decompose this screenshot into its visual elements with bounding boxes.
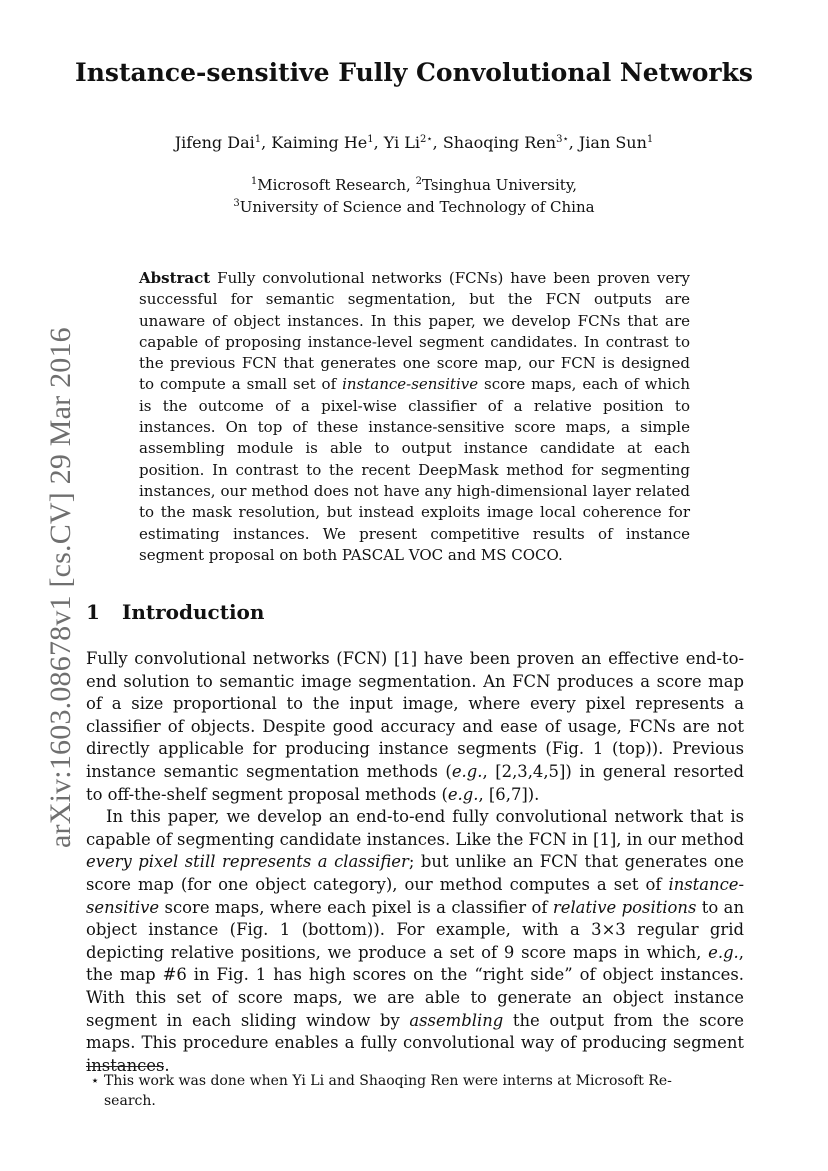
paragraph-emphasis: assembling: [409, 1010, 504, 1030]
author-affiliation-mark: 1: [254, 134, 262, 145]
paragraph-text: the output from the score maps. This procedure enables a fully convolutional way of producing segment instances.: [86, 1010, 744, 1075]
paragraph-emphasis: e.g.: [708, 942, 739, 962]
paragraph-1: [86, 648, 744, 806]
paragraph-text: ; but unlike an FCN that generates one score map (for one object category), our method computes a set of: [86, 852, 744, 894]
section-number: 1: [86, 600, 100, 624]
footnote-mark: ⋆: [90, 1073, 100, 1089]
paragraph-emphasis: instance-sensitive: [86, 874, 744, 917]
author-name: Shaoqing Ren: [442, 133, 557, 152]
paragraph-text: , [6,7]).: [478, 784, 540, 804]
abstract: [139, 268, 690, 566]
section-title: Introduction: [122, 600, 265, 624]
abstract-text: score maps, each of which is the outcome of a pixel-wise classifier of a relative position to instances. On top of these instance-sensitive score maps, a simple assembling module is able to output instance candidate at each position. In contrast to the recent DeepMask method for segmenting instances, our method does not have any high-dimensional layer related to the mask resolution, but instead exploits image local coherence for estimating instances. We present competitive results of instance segment proposal on both PASCAL VOC and MS COCO.: [139, 375, 691, 564]
footnote: [86, 1071, 742, 1111]
paragraph-text: In this paper, we develop an end-to-end fully convolutional network that is capable of segmenting candidate instances. Like the FCN in [1], in our method: [86, 807, 744, 849]
author-affiliation-mark: 1: [367, 134, 374, 145]
affiliation-name: Tsinghua University,: [421, 176, 578, 194]
author-affiliation-mark: 3⋆: [556, 134, 569, 145]
paragraph-text: score maps, where each pixel is a classifier of: [159, 897, 553, 917]
footnote-line-2: search.: [104, 1093, 156, 1109]
abstract-emphasis: instance-sensitive: [342, 375, 479, 394]
affiliation-name: Microsoft Research,: [257, 176, 416, 194]
affiliations: [0, 174, 828, 218]
footnote-rule: [86, 1066, 164, 1067]
affiliation-line-1: [0, 174, 828, 196]
affiliation-name: University of Science and Technology of China: [239, 198, 595, 216]
footnote-text: This work was done when Yi Li and Shaoqing Ren were interns at Microsoft Re-: [104, 1073, 672, 1089]
paragraph-emphasis: e.g.: [451, 761, 483, 781]
affiliation-mark: 2: [415, 176, 422, 187]
paragraph-text: to an object instance (Fig. 1 (bottom)). For example, with a 3×3 regular grid depicting relative positions, we produce a set of 9 score maps in which,: [86, 897, 745, 962]
author-name: Kaiming He: [271, 133, 368, 152]
paragraph-emphasis: every pixel still represents a classifier: [86, 852, 409, 872]
section-body: [86, 648, 744, 1077]
footnote-line-1: [86, 1071, 742, 1091]
paragraph-text: Fully convolutional networks (FCN) [1] have been proven an effective end-to-end solution to semantic image segmentation. An FCN produces a score map of a size proportional to the input image, where every pixel represents a classifier of objects. Despite good accuracy and ease of usage, FCNs are not directly applicable for producing instance segments (Fig. 1 (top)). Previous instance semantic segmentation methods (: [86, 649, 744, 781]
author-name: Jifeng Dai: [174, 133, 255, 152]
paragraph-emphasis: relative positions: [552, 897, 697, 917]
paragraph-2: [86, 806, 744, 1077]
arxiv-identifier-stamp: arXiv:1603.08678v1 [cs.CV] 29 Mar 2016: [44, 327, 77, 848]
author-affiliation-mark: 2⋆: [420, 134, 433, 145]
paragraph-text: , [2,3,4,5]) in general resorted to off-the-shelf segment proposal methods (: [86, 761, 745, 804]
paragraph-text: , the map #6 in Fig. 1 has high scores on the “right side” of object instances. With this set of score maps, we are able to generate an object instance segment in each sliding window by: [86, 942, 744, 1030]
author-list: Jifeng Dai$^1$, Kaiming He$^1$, Yi $Li^{2⋆}$, Shaoqing Ren$^{3⋆}$, Jian Sun$^1$: [174, 133, 654, 152]
paper-title: Instance-sensitive Fully Convolutional Networks: [75, 58, 753, 87]
affiliation-mark: 3: [233, 198, 240, 209]
abstract-text: Fully convolutional networks (FCNs) have been proven very successful for semantic segmentation, but the FCN outputs are unaware of object instances. In this paper, we develop FCNs that are capable of proposing instance-level segment candidates. In contrast to the previous FCN that generates one score map, our FCN is designed to compute a small set of: [139, 269, 690, 394]
paragraph-emphasis: e.g.: [447, 784, 479, 804]
section-heading: [86, 600, 264, 624]
affiliation-line-2: [0, 196, 828, 218]
author-affiliation-mark: 1: [646, 134, 654, 145]
author-name: Yi Li: [383, 133, 421, 152]
affiliation-mark: 1: [250, 176, 258, 187]
abstract-label: Abstract: [139, 269, 211, 287]
author-name: Jian Sun: [578, 133, 647, 152]
